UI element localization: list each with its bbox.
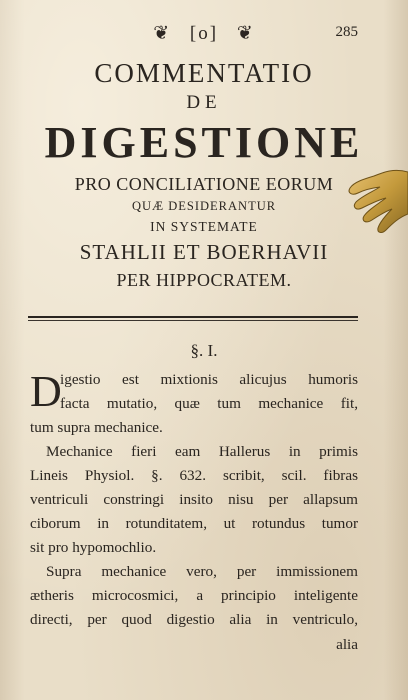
page-pointer-hand-icon [344,162,408,250]
title-line-8: PER HIPPOCRATEM. [116,270,292,290]
page-marker: [o] [189,23,219,44]
text-line-2: facta mutatio, quæ tum mechanice fit, [60,395,358,412]
text-line-10: ætheris microcosmici, a principio inteligente [30,587,358,604]
title-rule-thick [28,316,358,318]
title-rule-thin [28,320,358,321]
title-line-3: DIGESTIONE [44,118,364,167]
text-line-9: Supra mechanice vero, per immissionem [46,563,358,580]
text-line-5: Lineis Physiol. §. 632. scribit, scil. fibras [30,467,358,484]
fleuron-right-icon: ❦ [236,23,255,44]
text-line-11: directi, per quod digestio alia in ventriculo, [30,611,358,628]
title-line-5: QUÆ DESIDERANTUR [131,199,277,213]
text-line-7: ciborum in rotunditatem, ut rotundus tumor [30,515,358,532]
catchword: alia [336,636,358,653]
title-line-2: DE [186,92,222,113]
fleuron-left-icon: ❦ [153,23,172,44]
page-number: 285 [335,24,358,40]
title-line-4: PRO CONCILIATIONE EORUM [74,174,334,194]
title-line-1: COMMENTATIO [94,58,314,88]
title-line-6: IN SYSTEMATE [150,219,258,234]
text-line-8: sit pro hypomochlio. [30,539,157,556]
section-heading: §. I. [190,341,218,360]
title-line-7: STAHLII ET BOERHAVII [79,240,329,264]
text-line-1: igestio est mixtionis alicujus humoris [60,371,358,388]
text-line-6: ventriculi constringi insito nisu per allapsum [30,491,358,508]
text-line-3: tum supra mechanice. [30,419,163,436]
text-line-4: Mechanice fieri eam Hallerus in primis [46,443,358,460]
drop-cap: D [30,367,62,416]
